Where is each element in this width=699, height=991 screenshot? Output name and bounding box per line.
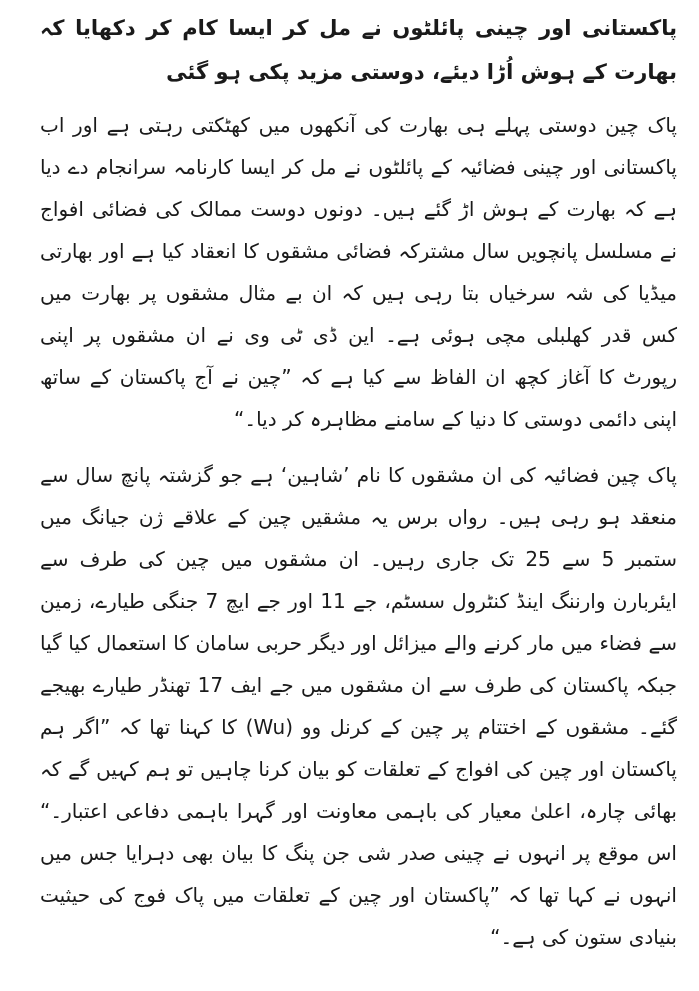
article-paragraph-2: پاک چین فضائیہ کی ان مشقوں کا نام ’شاہین‘ ہے جو گزشتہ پانچ سال سے منعقد ہو رہی ہیں۔ رواں برس یہ مشقیں چین کے علاقے ژن جیانگ میں ستمبر 5 سے 25 تک جاری رہیں۔ ان مشقوں میں چین کی طرف سے ایئربارن وارننگ اینڈ کنٹرول سسٹم، جے 11 اور جے ایچ 7 جنگی طیارے، زمین سے فضاء میں مار کرنے والے میزائل اور دیگر حربی سامان کا استعمال کیا گیا جبکہ پاکستان کی طرف سے ان مشقوں میں جے ایف 17 تھنڈر طیارے بھیجے گئے۔ مشقوں کے اختتام پر چین کے کرنل وو (Wu) کا کہنا تھا کہ ”اگر ہم پاکستان اور چین کی افواج کے تعلقات کو بیان کرنا چاہیں تو ہم کہیں گے کہ بھائی چارہ، اعلیٰ معیار کی باہمی معاونت اور گہرا باہمی دفاعی اعتبار۔“ اس موقع پر انہوں نے چینی صدر شی جن پنگ کا بیان بھی دہرایا جس میں انہوں نے کہا تھا کہ ”پاکستان اور چین کے تعلقات میں پاک فوج کی حیثیت بنیادی ستون کی ہے۔“ [40,463,678,949]
article-headline: پاکستانی اور چینی پائلٹوں نے مل کر ایسا کام کر دکھایا کہ بھارت کے ہوش اُڑا دیئے، دوستی مزید پکی ہو گئی [40,16,677,84]
article-paragraph-1: پاک چین دوستی پہلے ہی بھارت کی آنکھوں میں کھٹکتی رہتی ہے اور اب پاکستانی اور چینی فضائیہ کے پائلٹوں نے مل کر ایسا کارنامہ سرانجام دے دیا ہے کہ بھارت کے ہوش اڑ گئے ہیں۔ دونوں دوست ممالک کی فضائی افواج نے مسلسل پانچویں سال مشترکہ فضائی مشقوں کا انعقاد کیا ہے اور بھارتی میڈیا کی شہ سرخیاں بتا رہی ہیں کہ ان بے مثال مشقوں پر بھارت میں کس قدر کھلبلی مچی ہوئی ہے۔ این ڈی ٹی وی نے ان مشقوں پر اپنی رپورٹ کا آغاز کچھ ان الفاظ سے کیا ہے کہ ”چین نے آج پاکستان کے ساتھ اپنی دائمی دوستی کا دنیا کے سامنے مظاہرہ کر دیا۔“ [40,113,677,431]
